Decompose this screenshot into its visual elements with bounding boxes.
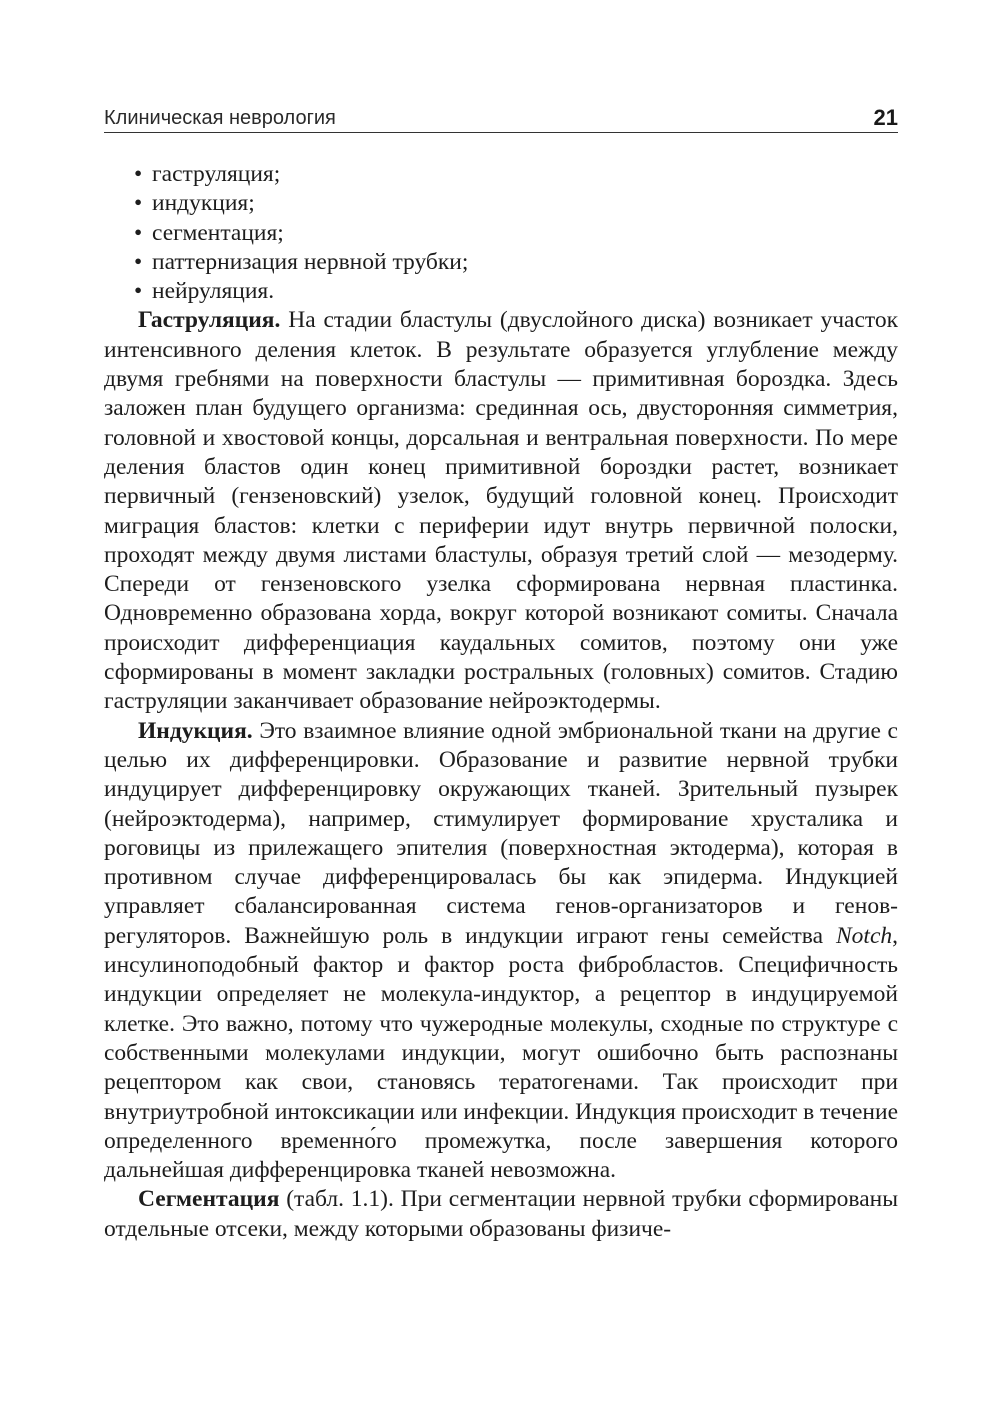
list-item — [104, 189, 898, 218]
gene-name: Notch — [835, 922, 893, 949]
list-item-text: паттернизация нервной трубки; — [152, 248, 469, 275]
bullet-icon: • — [134, 190, 143, 217]
running-title: Клиническая неврология — [104, 107, 336, 129]
paragraph-induction — [104, 717, 898, 1186]
stages-list — [104, 160, 898, 306]
list-item-text: сегментация; — [152, 219, 284, 246]
bullet-icon: • — [134, 278, 143, 305]
list-item-text: индукция; — [152, 190, 255, 217]
list-item-text: гаструляция; — [152, 161, 281, 187]
bullet-icon: • — [134, 161, 143, 187]
list-item — [104, 248, 898, 277]
paragraph-gastrulation — [104, 306, 898, 716]
list-item-text: нейруляция. — [152, 278, 275, 305]
running-header — [104, 102, 898, 133]
body-text — [104, 160, 898, 1244]
list-item — [104, 160, 898, 189]
paragraph-heading: Гаструляция. — [138, 307, 281, 334]
paragraph-text: На стадии бластулы (двуслойного диска) возникает участок интенсивного деления клеток. В результате образуется углубление между двумя гребнями на поверхности бластулы — примитивная бороздка. Здесь заложен план будущего организма: срединная ось, двусторонняя симметрия, головной и хвостовой концы, дорсальная и вентральная поверхности. По мере деления бластов один конец примитивной бороздки растет, возникает первичный (гензеновский) узелок, будущий головной конец. Происходит миграция бластов: клетки с периферии идут внутрь первичной полоски, проходят между двумя листами бластулы, образуя третий слой — мезодерму. Спереди от гензеновского узелка сформирована нервная пластинка. Одновременно образована хорда, вокруг которой возникают сомиты. Сначала происходит дифференциация каудальных сомитов, поэтому они уже сформированы в момент закладки ростральных (головных) сомитов. Стадию гаструляции заканчивает образование нейроэктодермы. — [104, 307, 898, 715]
paragraph-text: (табл. 1.1). При сегментации нервной трубки сформированы отдельные отсеки, между которыми образованы физиче- — [104, 1186, 898, 1242]
paragraph-text: Это взаимное влияние одной эмбриональной ткани на другие с целью их дифференцировки. Образование и развитие нервной трубки индуцирует дифференцировку окружающих тканей. Зрительный пузырек (нейроэктодерма), например, стимулирует формирование хрусталика и роговицы из прилежащего эпителия (поверхностная эктодерма), которая в противном случае дифференцировалась бы как эпидерма. Индукцией управляет сбалансированная система генов-организаторов и генов-регуляторов. Важнейшую роль в индукции играют гены семейства — [104, 717, 898, 949]
list-item — [104, 219, 898, 248]
page-number: 21 — [873, 105, 898, 130]
bullet-icon: • — [134, 248, 143, 275]
paragraph-heading: Сегментация — [138, 1186, 280, 1213]
bullet-icon: • — [134, 219, 143, 246]
paragraph-segmentation — [104, 1185, 898, 1244]
paragraph-heading: Индукция. — [138, 717, 253, 744]
paragraph-text: , инсулиноподобный фактор и фактор роста фибробластов. Специфичность индукции определяет не молекула-индуктор, а рецептор в индуцируемой клетке. Это важно, потому что чужеродные молекулы, сходные по структуре с собственными молекулами индукции, могут ошибочно быть распознаны рецептором как свои, становясь тератогенами. Так происходит при внутриутробной интоксикации или инфекции. Индукция происходит в течение определенного временно́го промежутка, после завершения которого дальнейшая дифференцировка тканей невозможна. — [104, 922, 898, 1184]
list-item — [104, 277, 898, 306]
